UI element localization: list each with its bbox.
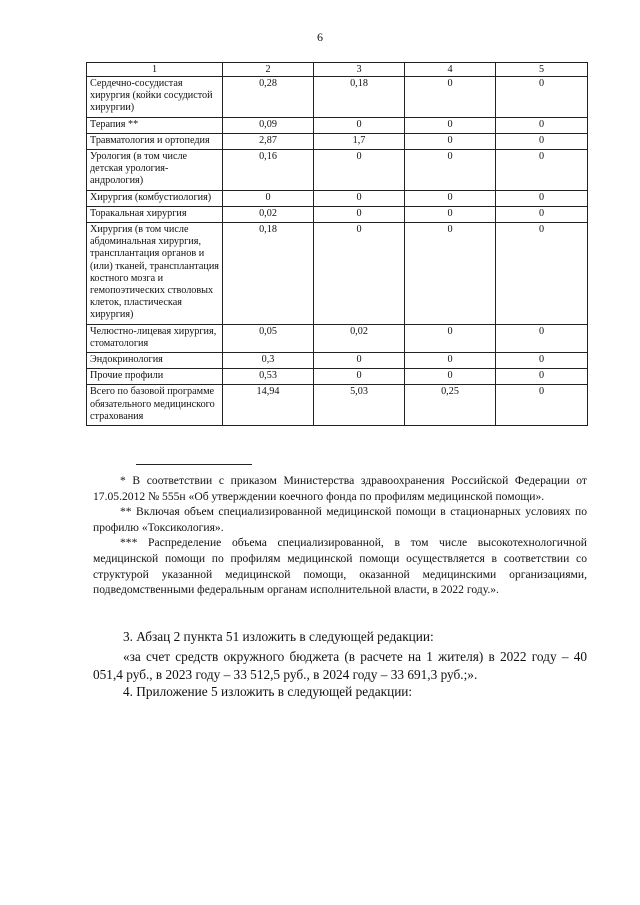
table-header-cell: 5 <box>496 63 588 77</box>
profile-name-cell: Травматология и ортопедия <box>87 133 223 149</box>
value-cell: 0 <box>496 77 588 118</box>
profile-name-cell: Челюстно-лицевая хирургия, стоматология <box>87 324 223 352</box>
value-cell: 0 <box>496 223 588 325</box>
value-cell: 0 <box>496 369 588 385</box>
footnotes <box>93 473 587 598</box>
value-cell: 0 <box>223 190 314 206</box>
table-row <box>87 77 588 118</box>
value-cell: 0,25 <box>405 385 496 426</box>
table-row <box>87 133 588 149</box>
table-header-cell: 3 <box>314 63 405 77</box>
value-cell: 0 <box>496 324 588 352</box>
value-cell: 0,28 <box>223 77 314 118</box>
value-cell: 0 <box>314 369 405 385</box>
profile-name-cell: Хирургия (в том числе абдоминальная хирургия, трансплантация органов и (или) тканей, трансплантация костного мозга и гемопоэтических стволовых клеток, пластическая хирургия) <box>87 223 223 325</box>
value-cell: 0 <box>405 206 496 222</box>
profile-name-cell: Урология (в том числе детская урология-андрология) <box>87 150 223 191</box>
table-header-cell: 2 <box>223 63 314 77</box>
body-text <box>93 628 587 701</box>
table-row <box>87 190 588 206</box>
value-cell: 0 <box>496 206 588 222</box>
footnote-divider <box>136 464 252 465</box>
table-row <box>87 353 588 369</box>
profile-name-cell: Сердечно-сосудистая хирургия (койки сосудистой хирургии) <box>87 77 223 118</box>
value-cell: 0,18 <box>223 223 314 325</box>
table-row <box>87 223 588 325</box>
footnote-2: ** Включая объем специализированной медицинской помощи в стационарных условиях по профилю «Токсикология». <box>93 505 587 534</box>
value-cell: 2,87 <box>223 133 314 149</box>
value-cell: 0 <box>496 133 588 149</box>
value-cell: 0 <box>314 223 405 325</box>
value-cell: 1,7 <box>314 133 405 149</box>
value-cell: 0 <box>405 324 496 352</box>
data-table <box>86 62 588 426</box>
table-header-cell: 1 <box>87 63 223 77</box>
value-cell: 0 <box>405 353 496 369</box>
table-row <box>87 206 588 222</box>
value-cell: 0 <box>405 150 496 191</box>
body-paragraph-3: 4. Приложение 5 изложить в следующей редакции: <box>123 684 413 700</box>
value-cell: 0,3 <box>223 353 314 369</box>
value-cell: 0 <box>405 117 496 133</box>
value-cell: 0 <box>314 206 405 222</box>
value-cell: 0 <box>405 223 496 325</box>
value-cell: 0,18 <box>314 77 405 118</box>
value-cell: 0 <box>496 190 588 206</box>
profile-name-cell: Прочие профили <box>87 369 223 385</box>
profile-name-cell: Торакальная хирургия <box>87 206 223 222</box>
table-header-row <box>87 63 588 77</box>
footnote-1: * В соответствии с приказом Министерства здравоохранения Российской Федерации от 17.05.2012 № 555н «Об утверждении коечного фонда по профилям медицинской помощи». <box>93 474 587 503</box>
value-cell: 0,09 <box>223 117 314 133</box>
table-row <box>87 385 588 426</box>
value-cell: 0 <box>314 150 405 191</box>
value-cell: 0 <box>496 353 588 369</box>
value-cell: 0 <box>405 190 496 206</box>
value-cell: 0 <box>496 117 588 133</box>
value-cell: 0,02 <box>314 324 405 352</box>
table-row <box>87 150 588 191</box>
profile-name-cell: Хирургия (комбустиология) <box>87 190 223 206</box>
table-row <box>87 369 588 385</box>
value-cell: 5,03 <box>314 385 405 426</box>
value-cell: 0,05 <box>223 324 314 352</box>
value-cell: 14,94 <box>223 385 314 426</box>
value-cell: 0 <box>405 369 496 385</box>
table-row <box>87 117 588 133</box>
table-header-cell: 4 <box>405 63 496 77</box>
value-cell: 0 <box>405 133 496 149</box>
footnote-3: *** Распределение объема специализированной, в том числе высокотехнологичной медицинской помощи по профилям медицинской помощи осуществляется в соответствии со структурой указанной медицинской помощи, оказанной медицинскими организациями, подведомственными федеральным органам исполнительной власти, в 2022 году.». <box>93 536 587 597</box>
table-row <box>87 324 588 352</box>
value-cell: 0 <box>314 190 405 206</box>
value-cell: 0 <box>314 117 405 133</box>
value-cell: 0,16 <box>223 150 314 191</box>
profile-name-cell: Эндокринология <box>87 353 223 369</box>
value-cell: 0,53 <box>223 369 314 385</box>
value-cell: 0,02 <box>223 206 314 222</box>
profile-name-cell: Всего по базовой программе обязательного медицинского страхования <box>87 385 223 426</box>
value-cell: 0 <box>496 150 588 191</box>
page-number: 6 <box>317 30 323 44</box>
body-paragraph-1: 3. Абзац 2 пункта 51 изложить в следующей редакции: <box>123 629 434 644</box>
body-paragraph-2: «за счет средств окружного бюджета (в расчете на 1 жителя) в 2022 году – 40 051,4 руб., в 2023 году – 33 512,5 руб., в 2024 году – 33 691,3 руб.;». <box>93 649 587 682</box>
value-cell: 0 <box>496 385 588 426</box>
table-body <box>87 77 588 426</box>
profile-name-cell: Терапия ** <box>87 117 223 133</box>
value-cell: 0 <box>405 77 496 118</box>
value-cell: 0 <box>314 353 405 369</box>
